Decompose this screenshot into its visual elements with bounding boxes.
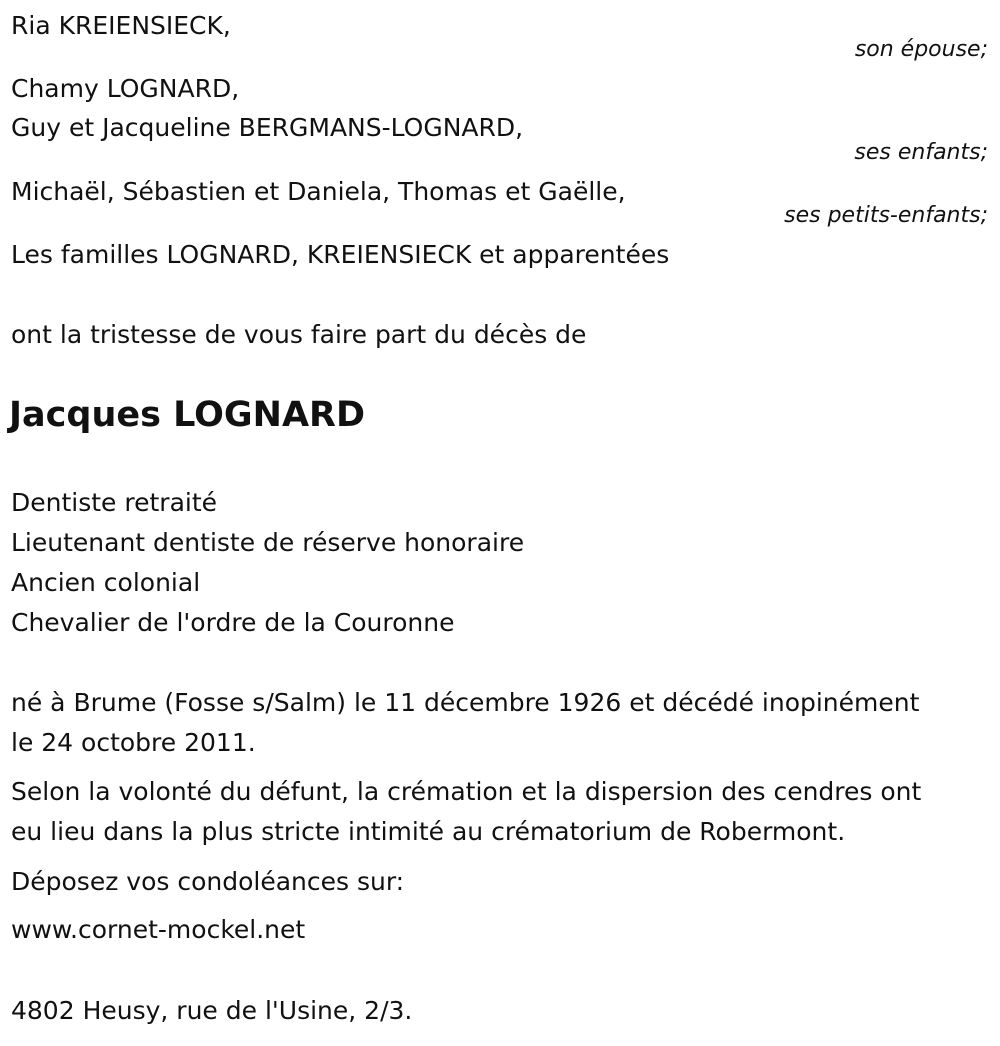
grandchildren-role: ses petits-enfants; xyxy=(784,203,988,228)
child-name-2: Guy et Jacqueline BERGMANS-LOGNARD, xyxy=(11,113,524,142)
title-line-3: Ancien colonial xyxy=(11,568,201,597)
child-name-1: Chamy LOGNARD, xyxy=(11,74,240,103)
deceased-name: Jacques LOGNARD xyxy=(9,395,366,435)
extended-families: Les familles LOGNARD, KREIENSIECK et apparentées xyxy=(11,240,670,269)
children-role: ses enfants; xyxy=(854,140,988,165)
birth-death-line-2: le 24 octobre 2011. xyxy=(11,728,256,757)
announcement-text: ont la tristesse de vous faire part du décès de xyxy=(11,320,587,349)
title-line-2: Lieutenant dentiste de réserve honoraire xyxy=(11,528,525,557)
condolences-label: Déposez vos condoléances sur: xyxy=(11,867,405,896)
spouse-name: Ria KREIENSIECK, xyxy=(11,11,231,40)
title-line-4: Chevalier de l'ordre de la Couronne xyxy=(11,608,455,637)
grandchildren-names: Michaël, Sébastien et Daniela, Thomas et Gaëlle, xyxy=(11,177,626,206)
address: 4802 Heusy, rue de l'Usine, 2/3. xyxy=(11,996,413,1025)
cremation-line-2: eu lieu dans la plus stricte intimité au crématorium de Robermont. xyxy=(11,817,846,846)
condolences-url[interactable]: www.cornet-mockel.net xyxy=(11,915,306,944)
cremation-line-1: Selon la volonté du défunt, la crémation et la dispersion des cendres ont xyxy=(11,777,922,806)
title-line-1: Dentiste retraité xyxy=(11,488,218,517)
birth-death-line-1: né à Brume (Fosse s/Salm) le 11 décembre 1926 et décédé inopinément xyxy=(11,688,920,717)
spouse-role: son épouse; xyxy=(854,37,988,62)
